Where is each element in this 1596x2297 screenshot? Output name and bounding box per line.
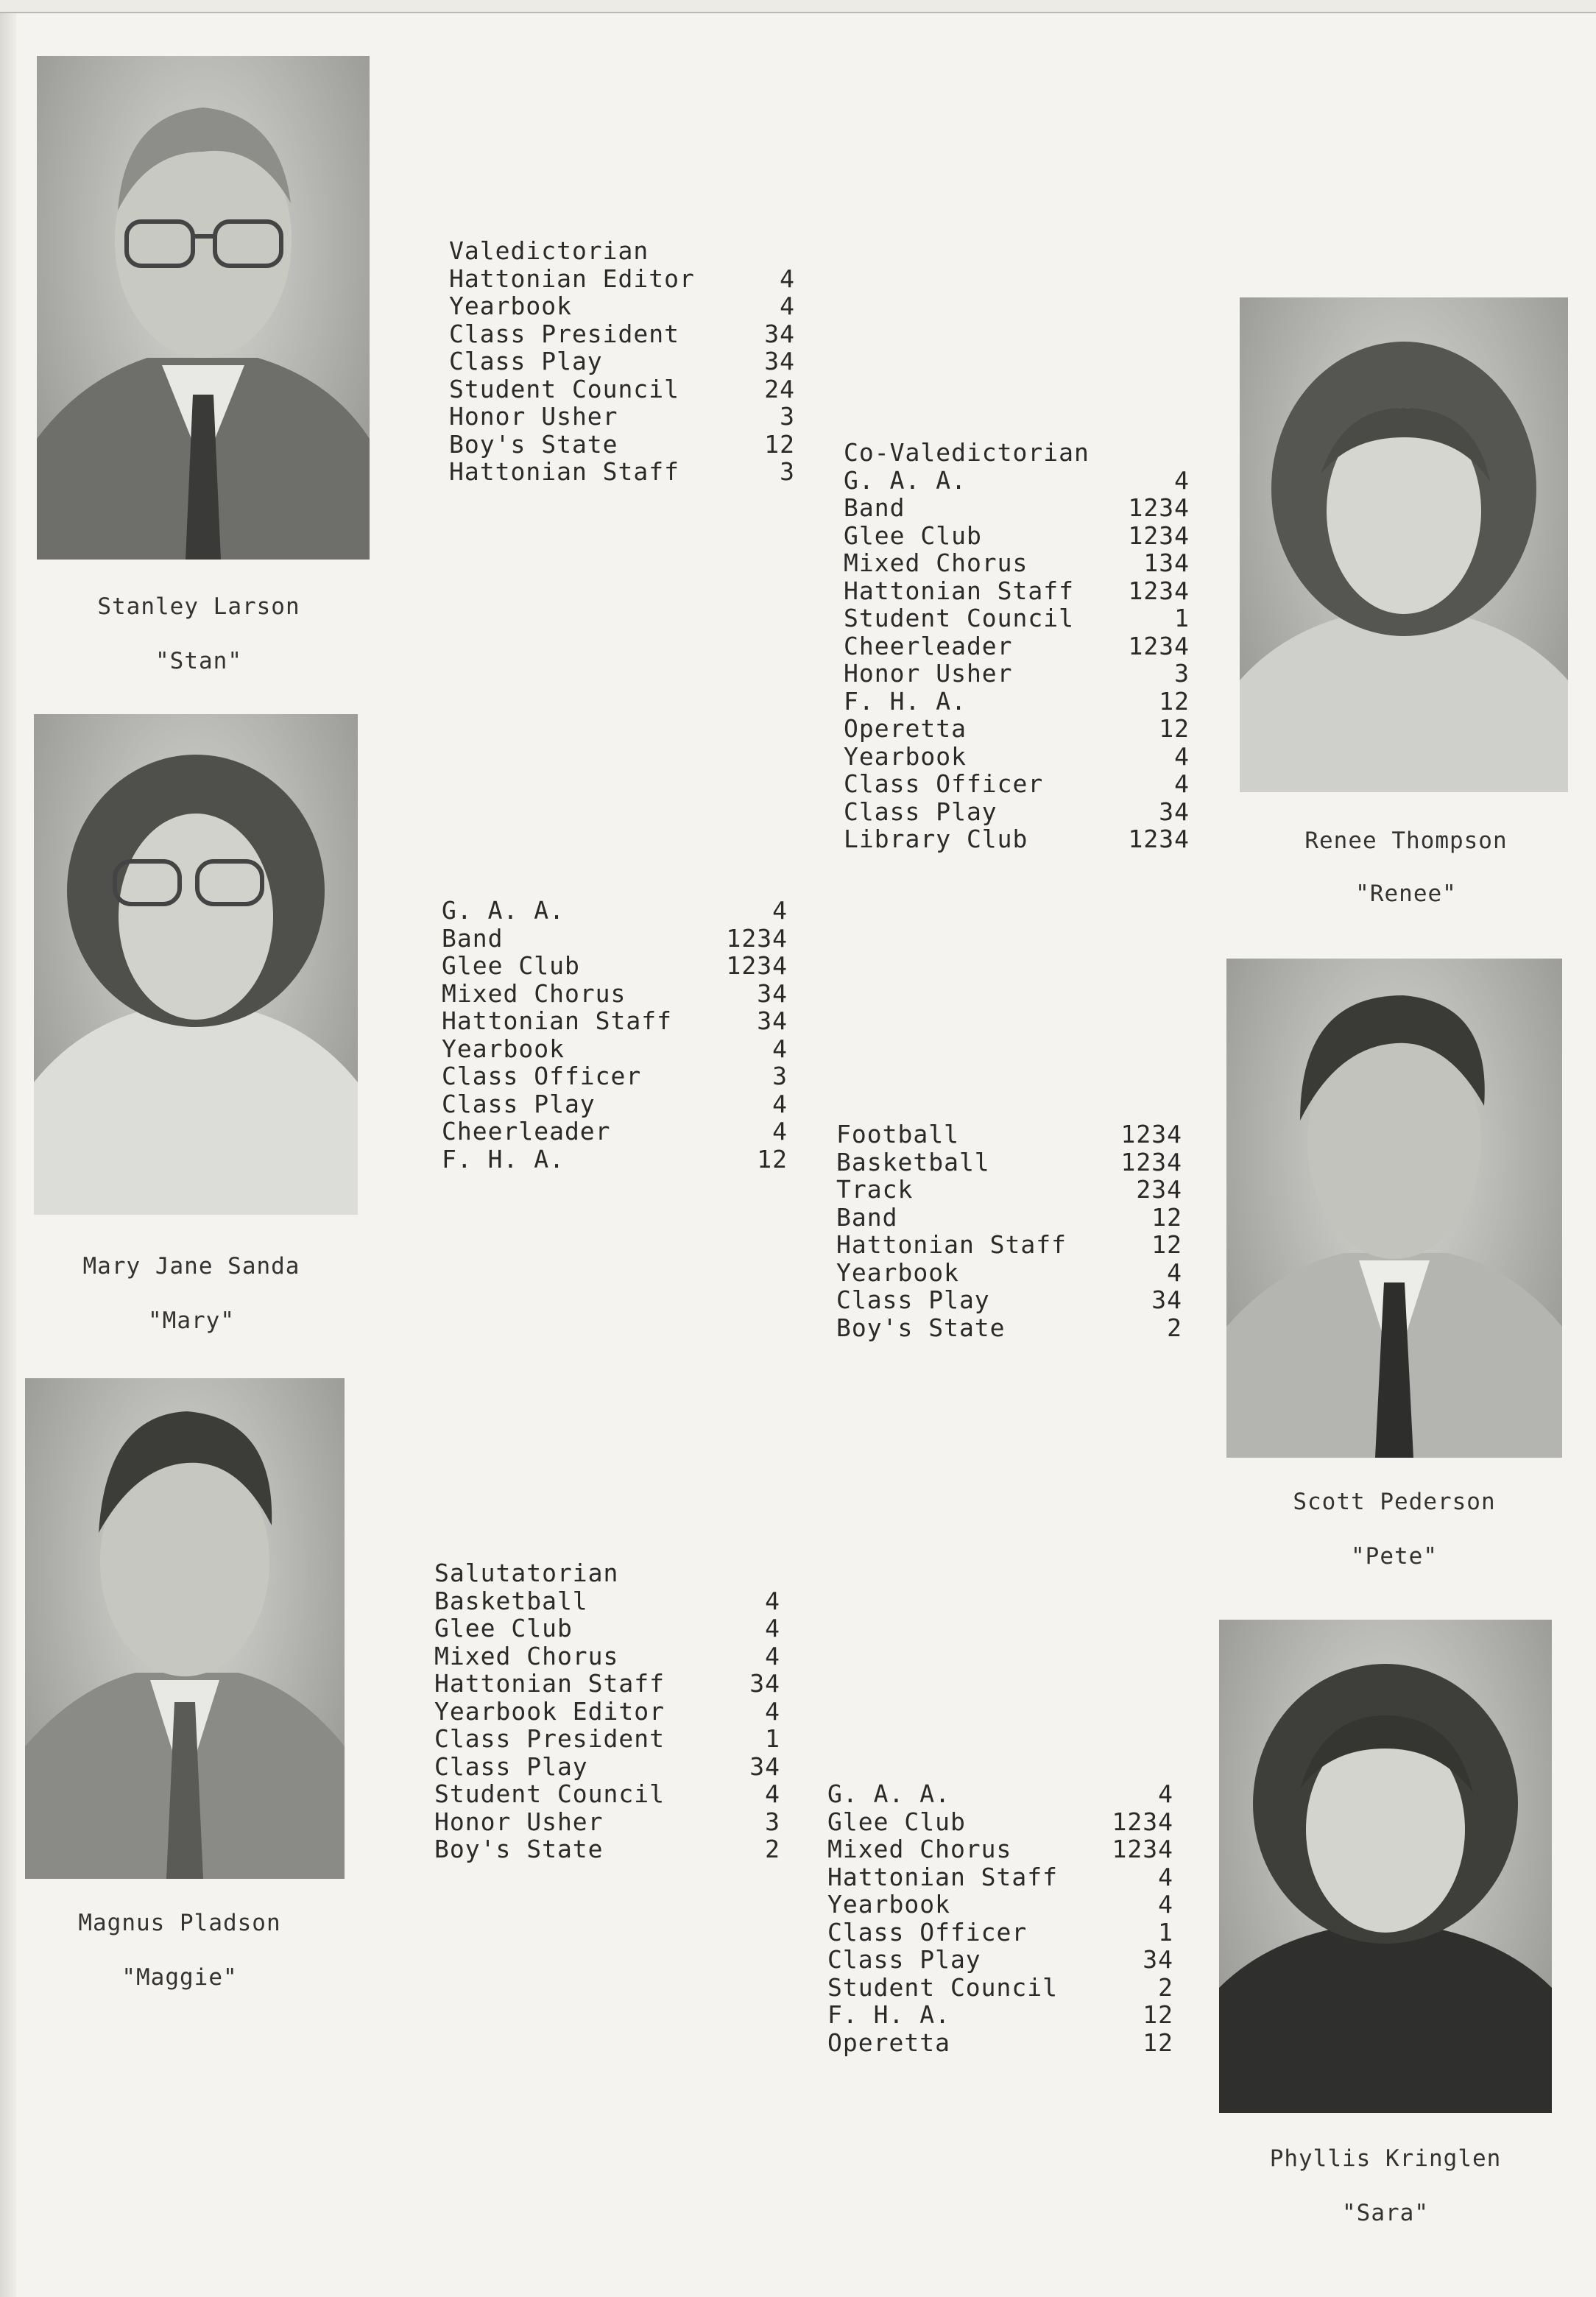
activity-list-stanley — [449, 237, 795, 486]
activity-years: 3 — [780, 402, 795, 431]
activity-list-mary — [442, 897, 788, 1173]
activity-years: 1234 — [1128, 576, 1190, 605]
activity-label: Student Council — [434, 1779, 665, 1808]
activity-label: F. H. A. — [844, 686, 967, 716]
activity-label: Basketball — [434, 1586, 588, 1615]
activity-label: Band — [844, 493, 905, 522]
activity-years: 34 — [749, 1751, 780, 1781]
activity-row — [844, 715, 1190, 743]
activity-label: Class Officer — [827, 1917, 1028, 1947]
activity-label: Boy's State — [434, 1835, 604, 1863]
activity-years: 1234 — [1128, 825, 1190, 853]
activity-years: 12 — [1151, 1202, 1182, 1232]
activity-years: 12 — [1159, 686, 1190, 716]
activity-years: 4 — [780, 264, 795, 293]
activity-years: 4 — [1174, 741, 1190, 771]
activity-label: Glee Club — [434, 1614, 573, 1643]
activity-row — [844, 660, 1190, 688]
portrait-photo-magnus — [25, 1378, 345, 1879]
activity-label: Hattonian Staff — [434, 1669, 665, 1698]
activity-years: 1 — [1158, 1917, 1173, 1947]
activity-row — [442, 925, 788, 953]
activity-years: 1 — [1174, 604, 1190, 632]
activity-row — [844, 522, 1190, 550]
activity-row — [442, 1118, 788, 1146]
activity-label: Yearbook — [442, 1034, 565, 1063]
activity-label: Class Play — [827, 1945, 981, 1974]
activity-label: G. A. A. — [827, 1779, 950, 1808]
activity-row — [827, 1919, 1173, 1947]
student-nickname: "Stan" — [155, 648, 242, 674]
activity-years: 4 — [765, 1696, 780, 1726]
activity-label: Yearbook — [449, 292, 572, 320]
activity-years: 4 — [765, 1614, 780, 1643]
activity-years: 1234 — [726, 923, 788, 953]
activity-years: 34 — [764, 319, 795, 348]
activity-label: Yearbook — [844, 741, 967, 771]
activity-label: Class Play — [434, 1751, 588, 1781]
activity-label: Valedictorian — [449, 236, 649, 265]
activity-years: 1234 — [1120, 1147, 1182, 1176]
activity-row — [836, 1148, 1182, 1176]
activity-row — [434, 1559, 780, 1587]
activity-row — [827, 1974, 1173, 2002]
activity-years: 12 — [1143, 2000, 1173, 2029]
activity-row — [442, 1090, 788, 1118]
activity-row — [434, 1643, 780, 1670]
student-name: Phyllis Kringlen — [1269, 2145, 1502, 2172]
activity-row — [442, 1007, 788, 1035]
portrait-photo-mary — [34, 714, 358, 1215]
activity-years: 1234 — [1128, 521, 1190, 550]
activity-label: Glee Club — [844, 521, 982, 550]
activity-row — [449, 265, 795, 293]
activity-years: 2 — [1158, 1972, 1173, 2002]
activity-row — [449, 458, 795, 486]
activity-row — [836, 1314, 1182, 1342]
activity-row — [836, 1176, 1182, 1204]
activity-label: Band — [836, 1202, 898, 1232]
activity-years: 4 — [1158, 1862, 1173, 1891]
activity-row — [844, 439, 1190, 467]
activity-label: G. A. A. — [442, 896, 565, 925]
activity-row — [442, 1035, 788, 1063]
activity-years: 2 — [1167, 1313, 1182, 1342]
activity-label: Cheerleader — [844, 631, 1013, 660]
activity-years: 4 — [772, 1089, 788, 1118]
student-name: Renee Thompson — [1304, 828, 1508, 854]
activity-label: Boy's State — [836, 1313, 1006, 1342]
activity-row — [442, 1062, 788, 1090]
activity-label: Library Club — [844, 825, 1028, 853]
activity-years: 34 — [764, 347, 795, 375]
student-nickname: "Sara" — [1342, 2200, 1429, 2226]
activity-row — [434, 1698, 780, 1726]
activity-row — [434, 1808, 780, 1836]
activity-row — [434, 1835, 780, 1863]
activity-years: 12 — [757, 1144, 788, 1174]
activity-row — [836, 1204, 1182, 1232]
activity-label: Salutatorian — [434, 1559, 619, 1587]
activity-row — [844, 798, 1190, 826]
activity-years: 4 — [772, 896, 788, 925]
activity-years: 4 — [772, 1034, 788, 1063]
activity-row — [844, 688, 1190, 716]
activity-row — [449, 347, 795, 375]
activity-years: 1234 — [726, 951, 788, 980]
activity-years: 134 — [1143, 548, 1190, 577]
activity-label: Football — [836, 1120, 959, 1148]
activity-label: Hattonian Staff — [449, 457, 680, 486]
activity-years: 3 — [765, 1807, 780, 1836]
activity-label: Honor Usher — [449, 402, 618, 431]
activity-row — [442, 980, 788, 1008]
activity-label: Hattonian Staff — [442, 1006, 673, 1035]
activity-years: 24 — [764, 374, 795, 403]
activity-years: 2 — [765, 1835, 780, 1863]
activity-years: 1234 — [1128, 493, 1190, 522]
activity-label: Yearbook Editor — [434, 1696, 665, 1726]
activity-years: 234 — [1136, 1175, 1182, 1204]
activity-years: 34 — [749, 1669, 780, 1698]
activity-row — [827, 1863, 1173, 1891]
activity-years: 1234 — [1112, 1835, 1173, 1863]
activity-row — [434, 1670, 780, 1698]
student-nickname: "Pete" — [1351, 1543, 1438, 1570]
activity-label: Hattonian Staff — [844, 576, 1075, 605]
activity-row — [827, 1780, 1173, 1808]
portrait-photo-phyllis — [1219, 1620, 1552, 2113]
activity-row — [844, 494, 1190, 522]
activity-label: Student Council — [844, 604, 1075, 632]
activity-years: 4 — [765, 1779, 780, 1808]
activity-years: 34 — [1151, 1285, 1182, 1314]
activity-row — [844, 825, 1190, 853]
activity-label: Class President — [434, 1724, 665, 1753]
activity-row — [836, 1231, 1182, 1259]
activity-label: Basketball — [836, 1147, 990, 1176]
activity-years: 4 — [780, 292, 795, 320]
activity-row — [844, 770, 1190, 798]
activity-label: Class Play — [449, 347, 603, 375]
activity-row — [442, 897, 788, 925]
student-nickname: "Maggie" — [121, 1964, 238, 1991]
activity-row — [434, 1753, 780, 1781]
activity-row — [836, 1286, 1182, 1314]
activity-years: 1234 — [1112, 1807, 1173, 1836]
activity-row — [827, 1946, 1173, 1974]
activity-years: 12 — [1151, 1230, 1182, 1259]
activity-label: Co-Valedictorian — [844, 438, 1090, 467]
activity-label: Student Council — [827, 1972, 1059, 2002]
page-binding-edge — [0, 0, 16, 2297]
activity-label: Hattonian Editor — [449, 264, 695, 293]
activity-label: Mixed Chorus — [442, 978, 626, 1008]
activity-label: Class Play — [844, 797, 998, 826]
activity-years: 3 — [772, 1062, 788, 1090]
activity-row — [836, 1121, 1182, 1148]
activity-years: 1 — [765, 1724, 780, 1753]
activity-row — [449, 320, 795, 348]
activity-row — [827, 2001, 1173, 2029]
activity-row — [844, 632, 1190, 660]
activity-label: Class Play — [836, 1285, 990, 1314]
activity-years: 4 — [765, 1586, 780, 1615]
activity-years: 34 — [757, 978, 788, 1008]
activity-label: Class Officer — [844, 769, 1044, 798]
activity-label: Mixed Chorus — [434, 1641, 619, 1670]
student-nickname: "Mary" — [148, 1308, 235, 1334]
activity-label: Mixed Chorus — [844, 548, 1028, 577]
activity-row — [844, 577, 1190, 605]
portrait-photo-scott — [1226, 959, 1562, 1458]
activity-label: Cheerleader — [442, 1117, 611, 1146]
activity-row — [844, 604, 1190, 632]
activity-row — [827, 1808, 1173, 1836]
activity-label: Glee Club — [827, 1807, 966, 1836]
activity-row — [827, 1835, 1173, 1863]
activity-label: Student Council — [449, 374, 680, 403]
activity-label: Operetta — [827, 2028, 950, 2057]
activity-label: Honor Usher — [434, 1807, 604, 1836]
activity-list-scott — [836, 1121, 1182, 1341]
portrait-photo-stanley — [37, 56, 370, 560]
activity-years: 4 — [765, 1641, 780, 1670]
activity-years: 3 — [1174, 659, 1190, 688]
activity-label: Hattonian Staff — [836, 1230, 1067, 1259]
activity-years: 12 — [1159, 714, 1190, 743]
activity-years: 1234 — [1120, 1120, 1182, 1148]
activity-label: Mixed Chorus — [827, 1835, 1012, 1863]
activity-row — [449, 292, 795, 320]
activity-row — [836, 1259, 1182, 1287]
activity-years: 4 — [1167, 1257, 1182, 1287]
activity-label: Class Officer — [442, 1062, 642, 1090]
activity-row — [844, 743, 1190, 771]
page-top-edge — [0, 0, 1596, 13]
activity-years: 34 — [1143, 1945, 1173, 1974]
activity-label: F. H. A. — [827, 2000, 950, 2029]
activity-label: Honor Usher — [844, 659, 1013, 688]
activity-years: 4 — [1174, 769, 1190, 798]
activity-row — [449, 403, 795, 431]
activity-label: Band — [442, 923, 504, 953]
activity-years: 34 — [757, 1006, 788, 1035]
activity-list-phyllis — [827, 1780, 1173, 2056]
activity-years: 1234 — [1128, 631, 1190, 660]
activity-row — [844, 467, 1190, 495]
activity-years: 12 — [1143, 2028, 1173, 2057]
activity-years: 3 — [780, 457, 795, 486]
activity-row — [844, 549, 1190, 577]
activity-row — [434, 1780, 780, 1808]
activity-list-magnus — [434, 1559, 780, 1863]
activity-label: Class Play — [442, 1089, 596, 1118]
activity-years: 4 — [1158, 1779, 1173, 1808]
student-name: Magnus Pladson — [78, 1910, 281, 1936]
activity-label: Yearbook — [827, 1890, 950, 1919]
student-name: Stanley Larson — [97, 593, 300, 620]
activity-label: Boy's State — [449, 429, 618, 459]
activity-label: Class President — [449, 319, 680, 348]
portrait-photo-renee — [1240, 297, 1568, 792]
activity-years: 34 — [1159, 797, 1190, 826]
activity-row — [434, 1587, 780, 1615]
activity-label: Hattonian Staff — [827, 1862, 1059, 1891]
activity-row — [434, 1615, 780, 1643]
activity-label: Operetta — [844, 714, 967, 743]
activity-row — [449, 237, 795, 265]
activity-row — [827, 1891, 1173, 1919]
activity-label: Yearbook — [836, 1257, 959, 1287]
student-nickname: "Renee" — [1355, 881, 1457, 907]
activity-years: 4 — [772, 1117, 788, 1146]
activity-years: 12 — [764, 429, 795, 459]
student-name: Scott Pederson — [1293, 1489, 1496, 1515]
activity-years: 4 — [1158, 1890, 1173, 1919]
student-name: Mary Jane Sanda — [82, 1253, 300, 1280]
activity-row — [442, 1146, 788, 1174]
activity-row — [827, 2029, 1173, 2057]
activity-label: F. H. A. — [442, 1144, 565, 1174]
activity-years: 4 — [1174, 465, 1190, 495]
activity-label: Glee Club — [442, 951, 580, 980]
activity-row — [434, 1725, 780, 1753]
activity-row — [449, 375, 795, 403]
activity-row — [449, 431, 795, 459]
activity-label: Track — [836, 1175, 914, 1204]
activity-label: G. A. A. — [844, 465, 967, 495]
activity-row — [442, 952, 788, 980]
activity-list-renee — [844, 439, 1190, 853]
